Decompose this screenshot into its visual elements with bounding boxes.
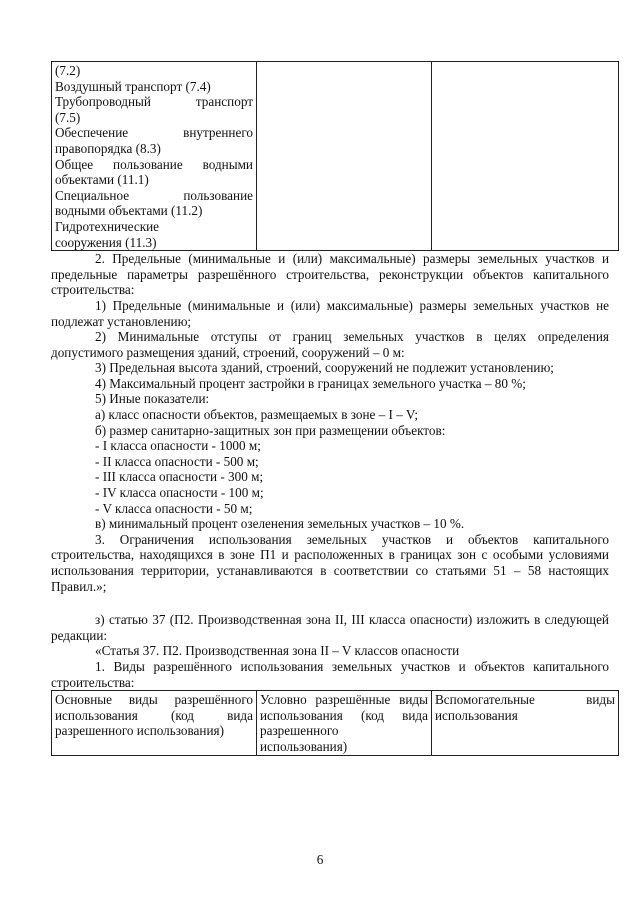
table-header-auxiliary-uses: Вспомогательные виды использования bbox=[432, 691, 619, 755]
page-number: 6 bbox=[316, 852, 324, 867]
cell-line: Обеспечение внутреннего bbox=[55, 125, 253, 141]
cell-line: Воздушный транспорт (7.4) bbox=[55, 78, 211, 94]
table-cell-conditional-uses bbox=[257, 62, 432, 251]
paragraph-item-1: 1) Предельные (минимальные и (или) максимальные) размеры земельных участков не подлежат установлению; bbox=[51, 297, 609, 329]
paragraph-gap bbox=[51, 594, 609, 612]
paragraph-section-2: 2. Предельные (минимальные и (или) максимальные) размеры земельных участков и предельные параметры разрешённого строительства, реконструкции объектов капитального строительства: bbox=[51, 251, 609, 298]
paragraph-item-2: 2) Минимальные отступы от границ земельных участков в целях определения допустимого размещения зданий, строений, сооружений – 0 м: bbox=[51, 329, 609, 360]
list-item: - II класса опасности - 500 м; bbox=[95, 453, 259, 469]
article-title: «Статья 37. П2. Производственная зона II – V классов опасности bbox=[95, 643, 460, 659]
cell-line: правопорядка (8.3) bbox=[55, 140, 161, 156]
cell-line: объектами (11.1) bbox=[55, 172, 149, 188]
list-item: - V класса опасности - 50 м; bbox=[95, 500, 253, 516]
paragraph-item-4: 4) Максимальный процент застройки в границах земельного участка – 80 %; bbox=[95, 375, 526, 391]
paragraph-item-5: 5) Иные показатели: bbox=[95, 391, 210, 407]
table-header-conditional-uses: Условно разрешённые виды использования (код вида разрешенного использования) bbox=[257, 691, 432, 755]
table-header-row bbox=[52, 691, 619, 755]
table-row bbox=[52, 62, 619, 251]
list-item: - III класса опасности - 300 м; bbox=[95, 469, 264, 485]
cell-line: (7.5) bbox=[55, 109, 81, 125]
cell-line: Общее пользование водными bbox=[55, 156, 253, 172]
table-header-main-uses: Основные виды разрешённого использования (код вида разрешенного использования) bbox=[52, 691, 257, 755]
top-table bbox=[51, 61, 619, 251]
cell-line: (7.2) bbox=[55, 63, 81, 78]
paragraph-item-5a: а) класс опасности объектов, размещаемых в зоне – I – V; bbox=[95, 407, 419, 423]
paragraph-item-3: 3) Предельная высота зданий, строений, сооружений не подлежит установлению; bbox=[95, 360, 554, 376]
paragraph-types: 1. Виды разрешённого использования земельных участков и объектов капитального строительства: bbox=[51, 658, 609, 690]
paragraph-z: з) статью 37 (П2. Производственная зона II, III класса опасности) изложить в следующей редакции: bbox=[51, 612, 609, 643]
table-cell-auxiliary-uses bbox=[432, 62, 619, 251]
table-cell-main-uses bbox=[52, 62, 257, 251]
cell-line: водными объектами (11.2) bbox=[55, 203, 203, 219]
list-item: - IV класса опасности - 100 м; bbox=[95, 485, 264, 501]
paragraph-item-5b: б) размер санитарно-защитных зон при размещении объектов: bbox=[95, 422, 446, 438]
cell-line: Специальное пользование bbox=[55, 187, 253, 203]
list-item: - I класса опасности - 1000 м; bbox=[95, 438, 261, 454]
document-page bbox=[51, 61, 615, 756]
cell-line: Трубопроводный транспорт bbox=[55, 94, 253, 110]
paragraph-section-3: 3. Ограничения использования земельных участков и объектов капитального строительства, находящихся в зоне П1 и расположенных в границах зон с особыми условиями использования территории, устанавливаются в соответствии со статьями 51 – 58 настоящих Правил.»; bbox=[51, 531, 609, 594]
cell-line: Гидротехнические bbox=[55, 218, 160, 234]
cell-line: сооружения (11.3) bbox=[55, 234, 157, 250]
paragraph-item-5v: в) минимальный процент озеленения земельных участков – 10 %. bbox=[95, 516, 465, 532]
bottom-table bbox=[51, 690, 619, 755]
